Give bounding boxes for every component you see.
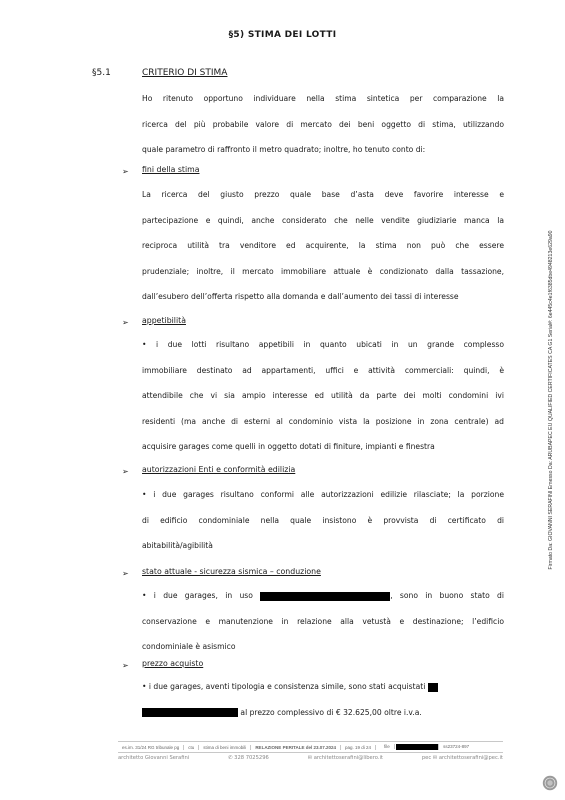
text-line: conservazione e manutenzione in relazione alla vetustà e destinazione; l’edificio (142, 616, 504, 626)
redaction-box (396, 744, 439, 750)
text-fragment: • i due garages, aventi tipologia e consistenza simile, sono stati acquistati (142, 682, 426, 691)
text-line: Ho ritenuto opportuno individuare nella stima sintetica per comparazione la (142, 94, 504, 103)
subsection-title: CRITERIO DI STIMA (142, 68, 228, 78)
item-heading: appetibilità (142, 316, 186, 325)
text-line: residenti (ma anche di esterni al condominio vista la posizione in zona centrale) ad (142, 416, 504, 426)
pec-label: pec (421, 755, 432, 761)
text-line: prudenziale; inoltre, il mercato immobiliare attuale è condizionato dalla tassazione, (142, 266, 504, 276)
redaction-box (260, 592, 390, 601)
footer-info-bar (118, 741, 503, 753)
arrow-bullet-icon: ➢ (122, 661, 129, 670)
redaction-box (142, 708, 238, 717)
phone-icon: ✆ (228, 755, 233, 761)
footer-cell: RELAZIONE PERITALE del 23.07.2024 (251, 745, 341, 750)
text-line: di edificio condominiale nella quale insistono è provvista di certificato di (142, 515, 504, 525)
text-line: reciproca utilità tra venditore ed acquirente, la stima non può che essere (142, 241, 504, 250)
text-line: condominiale è asismico (142, 642, 236, 651)
arrow-bullet-icon: ➢ (122, 167, 129, 176)
subsection-number: §5.1 (92, 68, 111, 78)
email-icon: ✉ (307, 755, 313, 761)
footer-architect: architetto Giovanni Serafini (118, 755, 190, 761)
item-paragraph (142, 583, 504, 660)
text-line: • i due lotti risultano appetibili in quanto ubicati in un grande complesso (142, 340, 504, 349)
footer-phone (228, 755, 269, 761)
item-heading: prezzo acquisto (142, 659, 204, 668)
item-paragraph (142, 182, 504, 310)
text-line: immobiliare destinato ad appartamenti, uffici e attività commerciali: quindi, è (142, 365, 504, 375)
footer-email (308, 755, 383, 761)
email-icon: ✉ (432, 755, 438, 761)
item-paragraph (142, 674, 514, 725)
text-fragment: al prezzo complessivo di € 32.625,00 oltre i.v.a. (240, 707, 422, 717)
intro-paragraph (142, 86, 504, 163)
text-fragment: , sono in buono stato di (390, 591, 504, 600)
text-line: ricerca del più probabile valore di mercato dei beni oggetto di stima, utilizzando (142, 119, 504, 129)
footer-label: file (380, 744, 395, 749)
text-line (142, 583, 504, 609)
footer-contacts (118, 755, 503, 761)
phone-number: 328 7025296 (234, 755, 269, 761)
item-paragraph (142, 482, 504, 559)
page-title: §5) STIMA DEI LOTTI (228, 30, 337, 40)
footer-cell: es.im. 31/24 RG tribunale pg (118, 745, 184, 750)
item-heading: stato attuale - sicurezza sismica – conduzione (142, 567, 321, 576)
text-line: acquisire garages come quelli in oggetto dotati di finiture, impianti e finestra (142, 442, 435, 451)
arrow-bullet-icon: ➢ (122, 467, 129, 476)
text-line: abitabilità/agibilità (142, 541, 213, 550)
text-line: quale parametro di raffronto il metro quadrato; inoltre, ho tenuto conto di: (142, 145, 426, 154)
redaction-box (428, 683, 438, 692)
text-line: partecipazione e quindi, anche considerato che nelle vendite giudiziarie manca la (142, 215, 504, 225)
item-heading: fini della stima (142, 165, 200, 174)
certificate-seal-icon (541, 774, 559, 792)
arrow-bullet-icon: ➢ (122, 569, 129, 578)
text-line: attendibile che vi sia ampio interesse ed utilità da parte dei molti condomini ivi (142, 391, 504, 400)
footer-cell (376, 744, 477, 750)
footer-cell: stima di beni immobili (199, 745, 251, 750)
email-address: architettoserafini@libero.it (313, 755, 383, 761)
text-fragment: • i due garages, in uso (142, 591, 253, 600)
text-line (142, 700, 514, 726)
footer-label: ss23724-897 (443, 744, 470, 750)
pec-address: architettoserafini@pec.it (438, 755, 503, 761)
footer-pec (422, 755, 503, 761)
text-line: La ricerca del giusto prezzo quale base d’asta deve favorire interesse e (142, 190, 504, 199)
text-line: • i due garages risultano conformi alle autorizzazioni edilizie rilasciate; la porzione (142, 490, 504, 499)
digital-signature-note: Firmato Da: GIOVANNI SERAFINI Emesso Da: ARUBAPEC EU QUALIFIED CERTIFICATES CA G1 Serial#: 6e445c4e1f6385dbe4948213e629a90 (548, 230, 554, 570)
footer-cell: pag. 19 di 24 (341, 745, 376, 750)
footer-cell: ctu (184, 745, 199, 750)
item-heading: autorizzazioni Enti e conformità edilizia (142, 465, 296, 474)
arrow-bullet-icon: ➢ (122, 318, 129, 327)
text-line (142, 674, 514, 700)
item-paragraph (142, 332, 504, 460)
text-line: dall’esubero dell’offerta rispetto alla domanda e dall’aumento dei tassi di interesse (142, 292, 459, 301)
